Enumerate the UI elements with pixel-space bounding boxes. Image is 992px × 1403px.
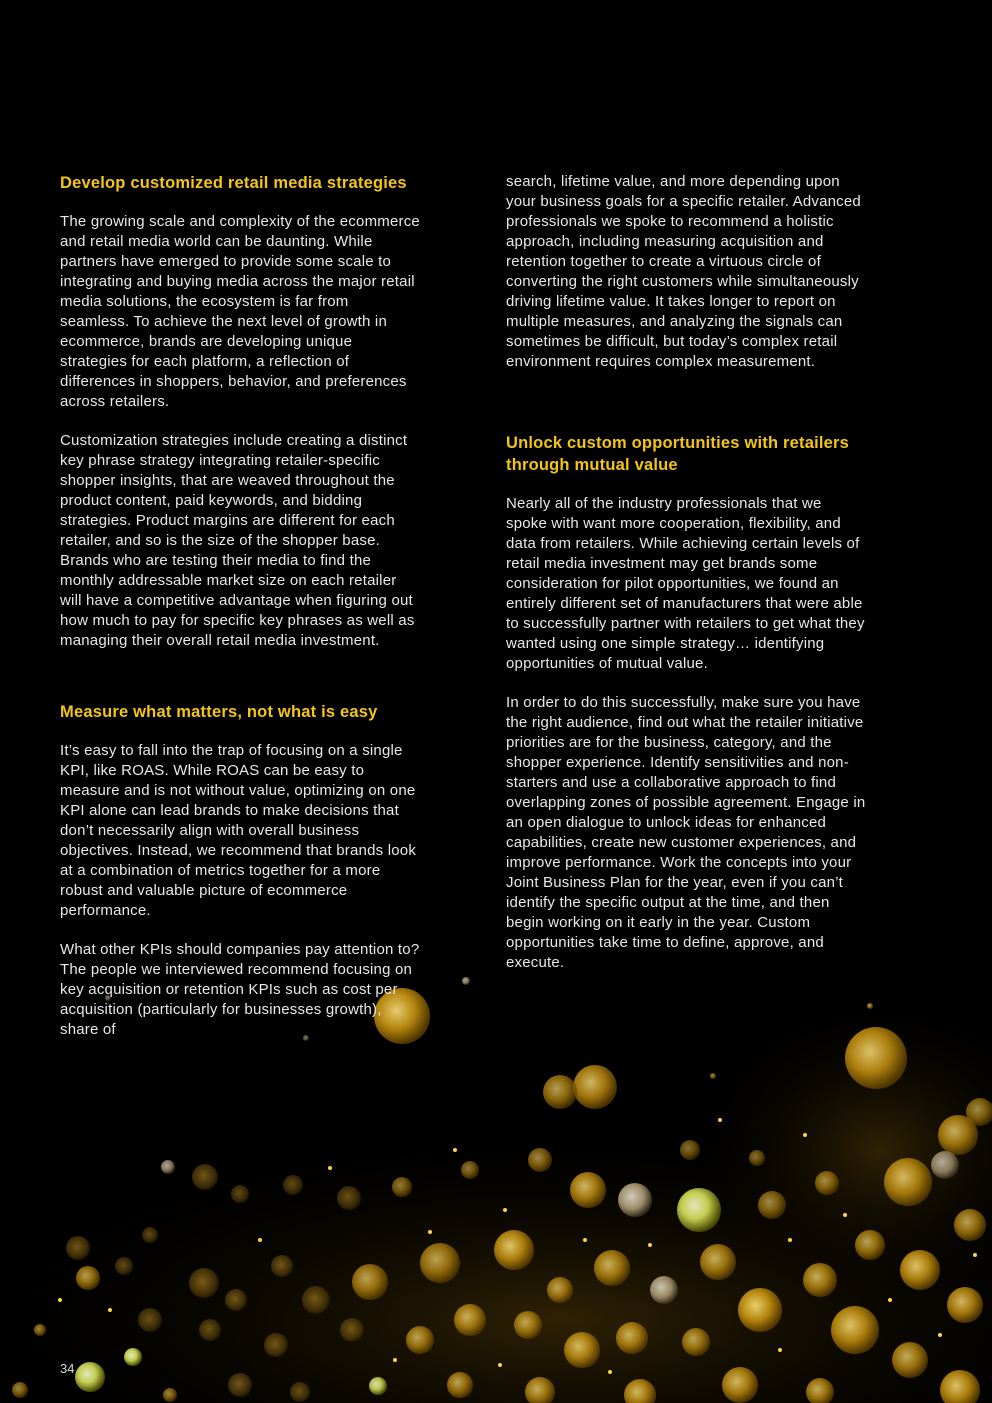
left-column	[60, 172, 420, 1040]
page-number: 34	[60, 1361, 75, 1376]
heading-customized-strategies: Develop customized retail media strategies	[60, 174, 407, 192]
paragraph-kpi-continuation: search, lifetime value, and more depending upon your business goals for a specific retailer. Advanced professionals we spoke to recommend a holistic approach, including measuring acquisition and retention together to create a virtuous circle of converting the right customers while simultaneously driving lifetime value. It takes longer to report on multiple measures, and analyzing the signals can sometimes be difficult, but today’s complex retail environment requires complex measurement.	[506, 173, 861, 370]
heading-unlock-opportunities: Unlock custom opportunities with retailers through mutual value	[506, 434, 850, 474]
paragraph-growing-scale: The growing scale and complexity of the ecommerce and retail media world can be daunting. While partners have emerged to provide some scale to integrating and buying media across the major retail media solutions, the ecosystem is far from seamless. To achieve the next level of growth in ecommerce, brands are developing unique strategies for each platform, a reflection of differences in shoppers, behavior, and preferences across retailers.	[60, 213, 420, 410]
heading-measure-what-matters: Measure what matters, not what is easy	[60, 703, 378, 721]
paragraph-single-kpi-trap: It’s easy to fall into the trap of focusing on a single KPI, like ROAS. While ROAS can be easy to measure and is not without value, optimizing on one KPI alone can lead brands to make decisions that don’t necessarily align with overall business objectives. Instead, we recommend that brands look at a combination of metrics together for a more robust and valuable picture of ecommerce performance.	[60, 742, 417, 919]
paragraph-how-to-succeed: In order to do this successfully, make sure you have the right audience, find out what the retailer initiative priorities are for the business, category, and the shopper experience. Identify sensitivities and non-starters and use a collaborative approach to find overlapping zones of possible agreement. Engage in an open dialogue to unlock ideas for enhanced capabilities, create new customer experiences, and improve performance. Work the concepts into your Joint Business Plan for the year, even if you can’t identify the specific output at the time, and then begin working on it early in the year. Custom opportunities take time to define, approve, and execute.	[506, 694, 866, 971]
paragraph-other-kpis: What other KPIs should companies pay attention to? The people we interviewed recommend focusing on key acquisition or retention KPIs such as cost per acquisition (particularly for businesses growth), share of	[60, 941, 420, 1038]
right-column	[506, 172, 866, 973]
paragraph-customization-strategies: Customization strategies include creating a distinct key phrase strategy integrating retailer-specific shopper insights, that are weaved throughout the product content, paid keywords, and bidding strategies. Product margins are different for each retailer, and so is the size of the shopper base. Brands who are testing their media to find the monthly addressable market size on each retailer will have a competitive advantage when figuring out how much to pay for specific key phrases as well as managing their overall retail media investment.	[60, 432, 415, 649]
paragraph-cooperation: Nearly all of the industry professionals that we spoke with want more cooperation, flexibility, and data from retailers. While achieving certain levels of retail media investment may get brands some consideration for pilot opportunities, we found an entirely different set of manufacturers that were able to successfully partner with retailers to get what they wanted using one simple strategy… identifying opportunities of mutual value.	[506, 495, 865, 672]
